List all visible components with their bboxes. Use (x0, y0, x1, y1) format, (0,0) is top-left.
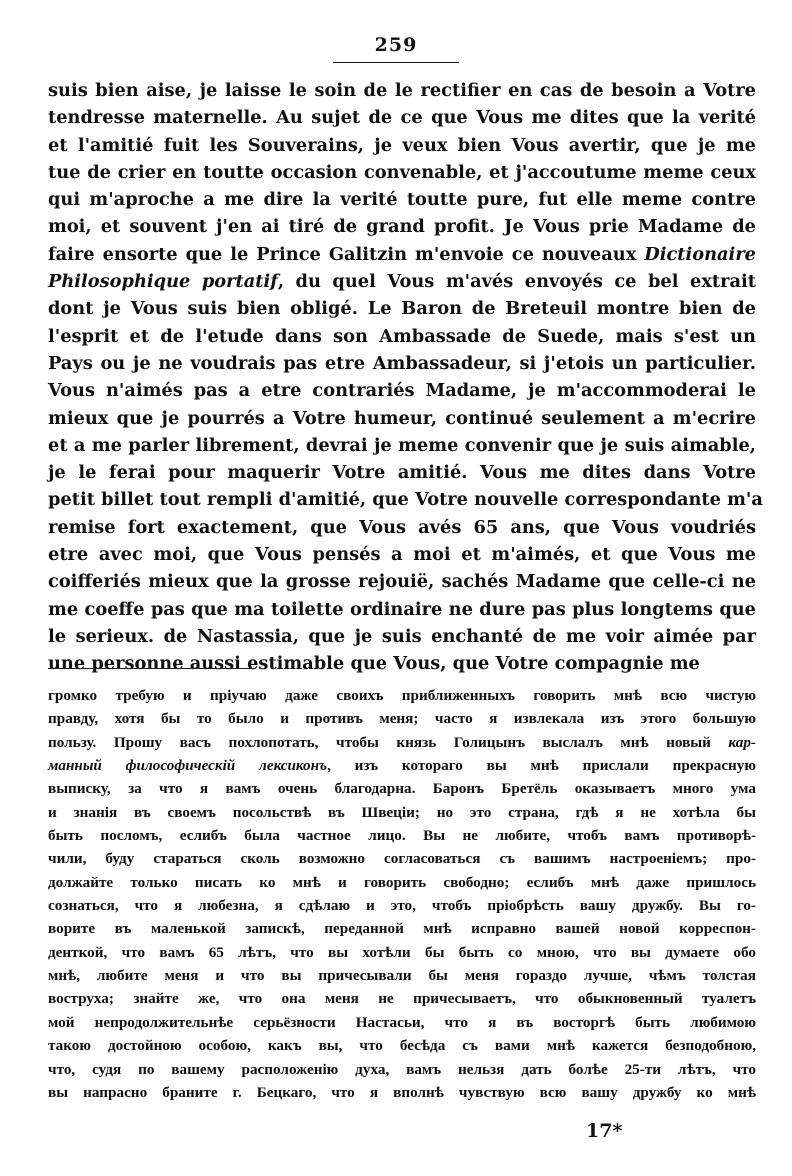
footnote-line: быть посломъ, еслибъ была частное лицо. Вы не любите, чтобъ вамъ противорѣ- (48, 827, 756, 845)
text-line: suis bien aise, je laisse le soin de le rectifier en cas de besoin a Votre (48, 80, 756, 101)
footnote-line: такою достойною особою, какъ вы, что бесѣда съ вами мнѣ кажется безподобною, (48, 1037, 756, 1055)
text-line: et a me parler librement, devrai je meme convenir que je suis aimable, (48, 434, 756, 456)
text-line: coifferiés mieux que la grosse rejouië, sachés Madame que celle-ci ne (48, 571, 756, 593)
text-line: Vous n'aimés pas a etre contrariés Madame, je m'accommoderai le (48, 380, 756, 402)
text-line: mieux que je pourrés a Votre humeur, continué seulement a m'ecrire (48, 407, 756, 429)
text-line: tendresse maternelle. Au sujet de ce que Vous me dites que la verité (48, 107, 756, 129)
footnote-separator (48, 668, 254, 669)
footnote-line: пользу. Прошу васъ похлопотать, чтобы князь Голицынъ выслалъ мнѣ новый кар- (48, 733, 756, 751)
footnote-line: вы напрасно браните г. Бецкаго, что я вполнѣ чувствую всю вашу дружбу ко мнѣ (48, 1083, 756, 1101)
text-line: tue de crier en toutte occasion convenable, et j'accoutume meme ceux (48, 161, 756, 183)
italic-title: Dictionaire (644, 243, 756, 265)
page-number: 259 (374, 34, 418, 56)
footnote-line: выписку, за что я вамъ очень благодарна. Баронъ Бретёль оказываетъ много ума (48, 780, 756, 798)
text-line: remise fort exactement, que Vous avés 65 ans, que Vous voudriés (48, 516, 756, 538)
italic-title: манный философическій лексиконъ (48, 757, 328, 775)
footnote-body (48, 684, 756, 1104)
text-line: je le ferai pour maquerir Votre amitié. Vous me dites dans Votre (48, 462, 756, 484)
footnote-line: мнѣ, любите меня и что вы причесывали бы меня гораздо лучше, чѣмъ толстая (48, 967, 756, 985)
page-number-rule (333, 62, 459, 63)
text-line: Pays ou je ne voudrais pas etre Ambassadeur, si j'etois un particulier. (48, 352, 756, 374)
text-line: Philosophique portatif, du quel Vous m'avés envoyés ce bel extrait (48, 271, 756, 293)
footnote-line: что, судя по вашему расположенію духа, вамъ нельзя дать болѣе 25-ти лѣтъ, что (48, 1060, 756, 1078)
signature-mark: 17* (586, 1120, 623, 1142)
text-line: le serieux. de Nastassia, que je suis enchanté de me voir aimée par (48, 625, 756, 647)
footnote-line: ворите въ маленькой запискѣ, переданной мнѣ исправно вашей новой корреспон- (48, 920, 756, 938)
footnote-line: воструха; знайте же, что она меня не причесываетъ, что обыкновенный туалетъ (48, 990, 756, 1008)
italic-title: кар- (728, 733, 756, 751)
footnote-line: правду, хотя бы то было и противъ меня; часто я извлекала изъ этого большую (48, 710, 756, 728)
footnote-line: чили, буду стараться сколь возможно согласоваться съ вашимъ настроеніемъ; про- (48, 850, 756, 868)
text-line: une personne aussi estimable que Vous, que Votre compagnie me (48, 653, 700, 675)
footnote-line: должайте только писать ко мнѣ и говорить свободно; еслибъ мнѣ даже пришлось (48, 873, 756, 891)
footnote-line: сознаться, что я любезна, я сдѣлаю и это, чтобъ пріобрѣсть вашу дружбу. Вы го- (48, 897, 756, 915)
footnote-line: громко требую и пріучаю даже своихъ приближенныхъ говорить мнѣ всю чистую (48, 687, 756, 704)
main-text-body (48, 77, 763, 678)
text-line: l'esprit et de l'etude dans son Ambassade de Suede, mais s'est un (48, 325, 756, 347)
footnote-line: манный философическій лексиконъ, изъ котораго вы мнѣ прислали прекрасную (48, 757, 757, 775)
italic-title: Philosophique portatif (48, 271, 278, 293)
text-line: petit billet tout rempli d'amitié, que Votre nouvelle correspondante m'a (48, 489, 763, 511)
footnote-line: мой непродолжительнѣе серьёзности Настасьи, что я въ восторгѣ быть любимою (48, 1013, 756, 1031)
text-line: dont je Vous suis bien obligé. Le Baron de Breteuil montre bien de (48, 298, 756, 320)
text-line: etre avec moi, que Vous pensés a moi et m'aimés, et que Vous me (48, 544, 756, 566)
text-line: faire ensorte que le Prince Galitzin m'envoie ce nouveaux Dictionaire (48, 243, 756, 265)
footnote-line: денткой, что вамъ 65 лѣтъ, что вы хотѣли бы быть со мною, что вы думаете обо (48, 943, 756, 961)
footnote-line: и знанія въ своемъ посольствѣ въ Швеціи; но это страна, гдѣ я не хотѣла бы (48, 803, 756, 821)
text-line: et l'amitié fuit les Souverains, je veux bien Vous avertir, que je me (48, 134, 756, 156)
text-line: moi, et souvent j'en ai tiré de grand profit. Je Vous prie Madame de (48, 216, 756, 238)
text-line: qui m'aproche a me dire la verité toutte pure, fut elle meme contre (48, 189, 756, 211)
text-line: me coeffe pas que ma toilette ordinaire ne dure pas plus longtems que (48, 598, 756, 620)
